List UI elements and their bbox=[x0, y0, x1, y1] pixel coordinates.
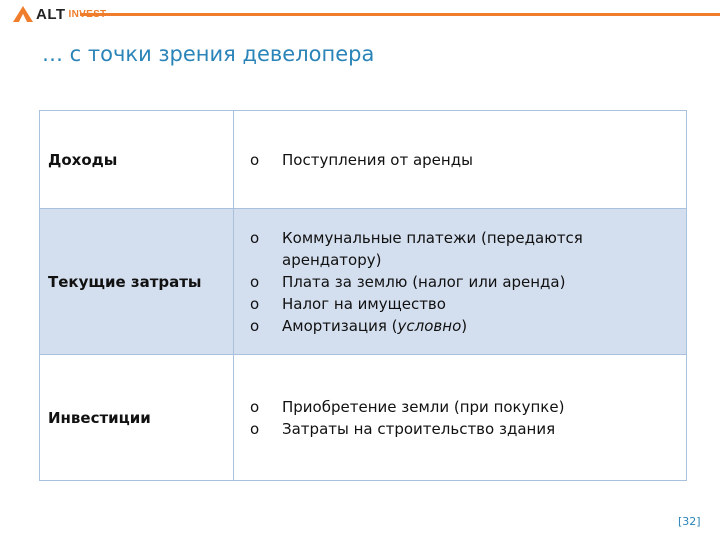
item-text: Амортизация ( bbox=[282, 316, 398, 335]
altinvest-logo bbox=[12, 4, 106, 24]
bullet-list bbox=[250, 149, 676, 171]
list-item bbox=[250, 315, 676, 337]
list-item bbox=[250, 293, 676, 315]
row-items bbox=[234, 209, 687, 355]
bullet-list bbox=[250, 396, 676, 440]
bullet-marker: o bbox=[250, 419, 260, 438]
list-item bbox=[250, 271, 676, 293]
bullet-marker: o bbox=[250, 150, 260, 169]
item-text: Затраты на строительство здания bbox=[282, 419, 556, 438]
table-row bbox=[40, 209, 687, 355]
row-items bbox=[234, 111, 687, 209]
developer-view-table bbox=[39, 110, 687, 481]
item-emphasis: условно bbox=[397, 316, 462, 335]
row-items bbox=[234, 355, 687, 481]
row-label: Доходы bbox=[40, 111, 234, 209]
logo-alt-text: ALT bbox=[36, 5, 66, 23]
list-item bbox=[250, 227, 676, 271]
logo-mark-icon bbox=[12, 5, 34, 23]
logo-invest-text: INVEST bbox=[68, 8, 107, 20]
bullet-marker: o bbox=[250, 228, 260, 247]
bullet-list bbox=[250, 227, 676, 337]
header-accent-bar bbox=[80, 13, 720, 16]
table-row bbox=[40, 355, 687, 481]
slide-title: … с точки зрения девелопера bbox=[42, 42, 375, 66]
list-item bbox=[250, 396, 676, 418]
bullet-marker: o bbox=[250, 316, 260, 335]
item-text: Плата за землю (налог или аренда) bbox=[282, 272, 566, 291]
item-text: Приобретение земли (при покупке) bbox=[282, 397, 565, 416]
bullet-marker: o bbox=[250, 294, 260, 313]
item-text: Налог на имущество bbox=[282, 294, 446, 313]
bullet-marker: o bbox=[250, 272, 260, 291]
row-label: Текущие затраты bbox=[40, 209, 234, 355]
item-text: Поступления от аренды bbox=[282, 150, 473, 169]
list-item bbox=[250, 418, 676, 440]
item-text: Коммунальные платежи (передаются арендатору) bbox=[282, 228, 583, 269]
page-number: [32] bbox=[678, 515, 701, 528]
item-text-tail: ) bbox=[461, 316, 468, 335]
bullet-marker: o bbox=[250, 397, 260, 416]
table-row bbox=[40, 111, 687, 209]
row-label: Инвестиции bbox=[40, 355, 234, 481]
list-item bbox=[250, 149, 676, 171]
